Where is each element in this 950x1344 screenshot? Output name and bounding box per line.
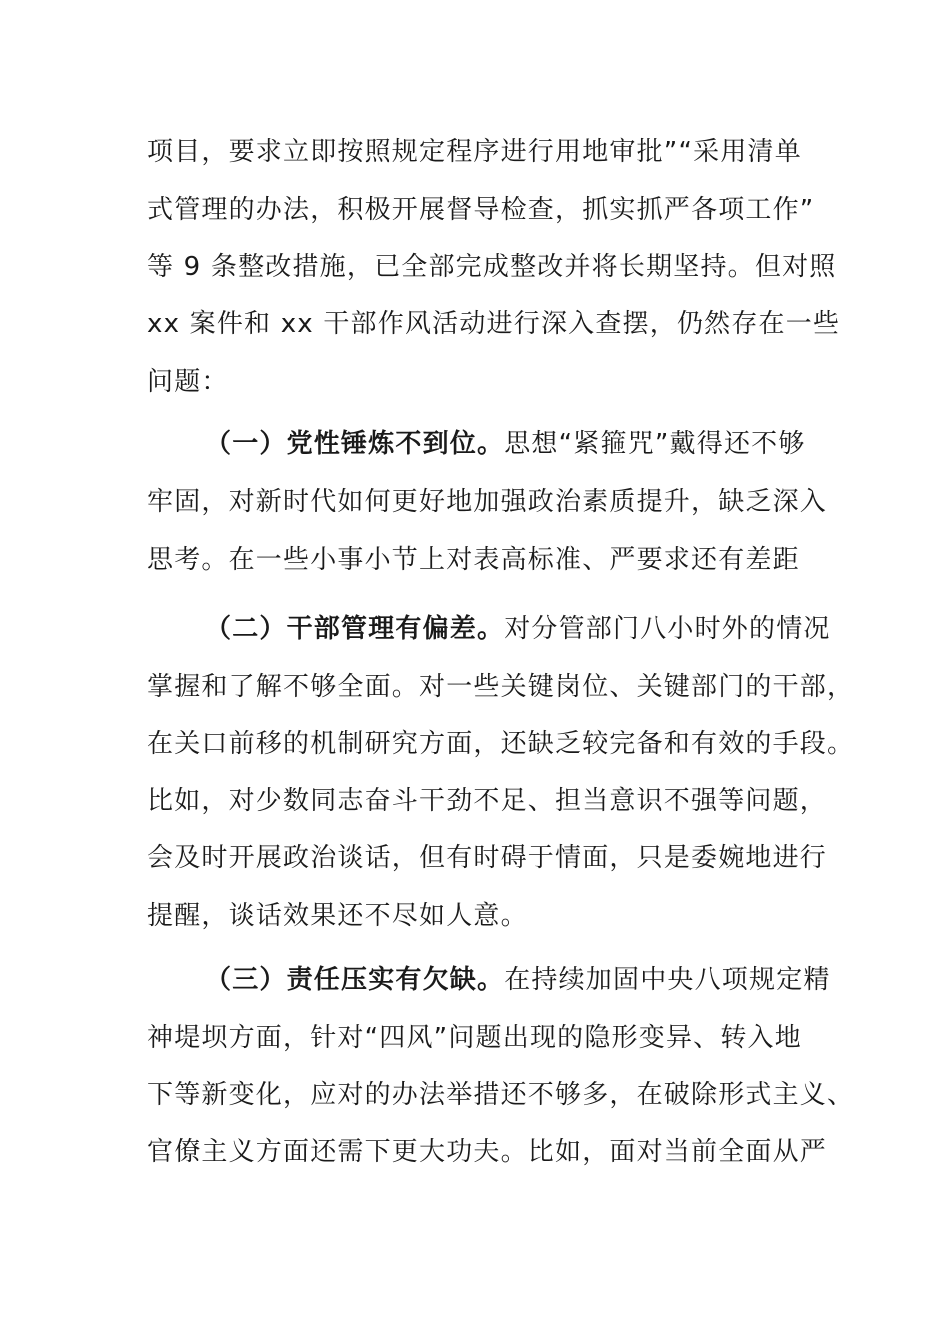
paragraph-line: 比如，对少数同志奋斗干劲不足、担当意识不强等问题， <box>147 786 828 816</box>
paragraph-line: 牢固，对新时代如何更好地加强政治素质提升，缺乏深入 <box>147 487 828 517</box>
paragraph-line: 思考。在一些小事小节上对表高标准、严要求还有差距 <box>147 545 800 575</box>
section-2-heading: （二）干部管理有偏差。 <box>205 614 505 644</box>
paragraph-line: 会及时开展政治谈话，但有时碍于情面，只是委婉地进行 <box>147 843 828 873</box>
paragraph-line: 问题： <box>147 367 229 397</box>
section-1-first-line-text: 思想“紧箍咒”戴得还不够 <box>504 429 806 459</box>
paragraph-line: xx 案件和 xx 干部作风活动进行深入查摆，仍然存在一些 <box>147 309 841 339</box>
paragraph-line: 官僚主义方面还需下更大功夫。比如，面对当前全面从严 <box>147 1137 828 1167</box>
section-1-heading: （一）党性锤炼不到位。 <box>205 429 505 459</box>
paragraph-line: 式管理的办法，积极开展督导检查，抓实抓严各项工作” <box>147 195 815 225</box>
paragraph-line: 提醒，谈话效果还不尽如人意。 <box>147 901 528 931</box>
paragraph-line: 项目，要求立即按照规定程序进行用地审批”“采用清单 <box>147 137 802 167</box>
paragraph-line: 等 9 条整改措施，已全部完成整改并将长期坚持。但对照 <box>147 252 837 282</box>
paragraph-line: 掌握和了解不够全面。对一些关键岗位、关键部门的干部， <box>147 672 855 702</box>
section-3-heading: （三）责任压实有欠缺。 <box>205 965 505 995</box>
paragraph-line: 在关口前移的机制研究方面，还缺乏较完备和有效的手段。 <box>147 729 855 759</box>
section-3-first-line <box>205 964 831 996</box>
section-3-first-line-text: 在持续加固中央八项规定精 <box>504 965 831 995</box>
section-1-first-line <box>205 428 806 460</box>
section-2-first-line <box>205 613 831 645</box>
paragraph-line: 下等新变化，应对的办法举措还不够多，在破除形式主义、 <box>147 1080 855 1110</box>
section-2-first-line-text: 对分管部门八小时外的情况 <box>504 614 831 644</box>
paragraph-line: 神堤坝方面，针对“四风”问题出现的隐形变异、转入地 <box>147 1023 802 1053</box>
